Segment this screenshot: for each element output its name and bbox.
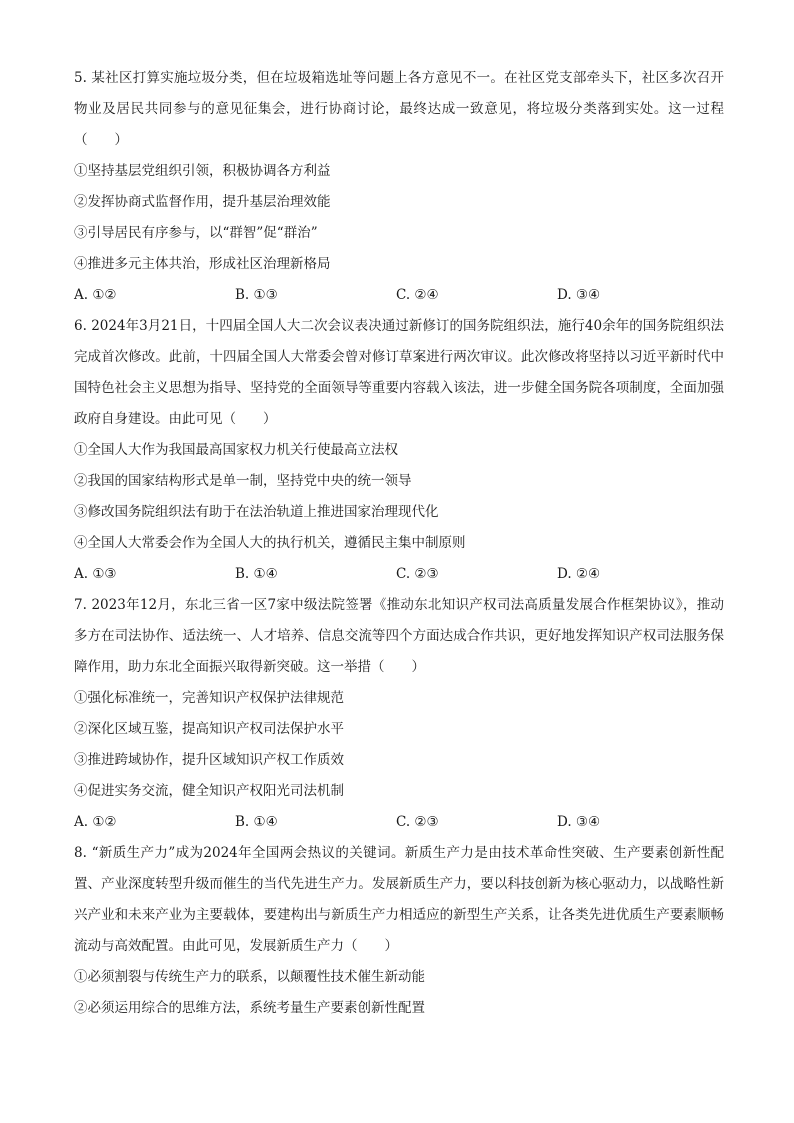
statement-option: ③推进跨域协作，提升区域知识产权工作质效 (74, 752, 344, 768)
statement-option: ②必须运用综合的思维方法，系统考量生产要素创新性配置 (74, 1000, 425, 1016)
question-stem: 6. 2024年3月21日，十四届全国人大二次会议表决通过新修订的国务院组织法，施行40余年的国务院组织法完成首次修改。此前，十四届全国人大常委会曾对修订草案进行两次审议。此次修改将坚持以习近平新时代中国特色社会主义思想为指导、坚持党的全面领导等重要内容载入该法，进一步健全国务院各项制度，全面加强政府自身建设。由此可见（ ） (74, 318, 724, 427)
statement-option: ④促进实务交流，健全知识产权阳光司法机制 (74, 783, 344, 799)
answer-choice-c[interactable]: C. ②③ (396, 566, 439, 582)
answer-choices (74, 807, 724, 838)
answer-choice-d[interactable]: D. ③④ (557, 814, 601, 830)
statement-option: ②我国的国家结构形式是单一制，坚持党中央的统一领导 (74, 473, 412, 489)
answer-choice-d[interactable]: D. ③④ (557, 287, 601, 303)
question-stem: 5. 某社区打算实施垃圾分类，但在垃圾箱选址等问题上各方意见不一。在社区党支部牵头下，社区多次召开物业及居民共同参与的意见征集会，进行协商讨论，最终达成一致意见，将垃圾分类落到实处。这一过程（ ） (74, 70, 724, 148)
answer-choice-c[interactable]: C. ②③ (396, 814, 439, 830)
statement-option: ④推进多元主体共治，形成社区治理新格局 (74, 256, 331, 272)
statement-option: ①必须割裂与传统生产力的联系，以颠覆性技术催生新动能 (74, 969, 425, 985)
answer-choices (74, 559, 724, 590)
statement-option: ②深化区域互鉴，提高知识产权司法保护水平 (74, 721, 344, 737)
statement-option: ②发挥协商式监督作用，提升基层治理效能 (74, 194, 331, 210)
statement-option: ①坚持基层党组织引领，积极协调各方利益 (74, 163, 331, 179)
answer-choice-b[interactable]: B. ①④ (235, 566, 278, 582)
answer-choice-a[interactable]: A. ①② (74, 814, 117, 830)
statement-option: ④全国人大常委会作为全国人大的执行机关，遵循民主集中制原则 (74, 535, 466, 551)
answer-choice-d[interactable]: D. ②④ (557, 566, 601, 582)
statement-option: ③引导居民有序参与，以“群智”促“群治” (74, 225, 318, 241)
answer-choice-c[interactable]: C. ②④ (396, 287, 439, 303)
question-8 (74, 838, 724, 1024)
question-6 (74, 311, 724, 590)
statement-option: ①强化标准统一，完善知识产权保护法律规范 (74, 690, 344, 706)
answer-choice-b[interactable]: B. ①③ (235, 287, 278, 303)
question-5 (74, 63, 724, 311)
statement-option: ③修改国务院组织法有助于在法治轨道上推进国家治理现代化 (74, 504, 439, 520)
answer-choice-a[interactable]: A. ①③ (74, 566, 117, 582)
question-stem: 7. 2023年12月，东北三省一区7家中级法院签署《推动东北知识产权司法高质量发展合作框架协议》，推动多方在司法协作、适法统一、人才培养、信息交流等四个方面达成合作共识，更好地发挥知识产权司法服务保障作用，助力东北全面振兴取得新突破。这一举措（ ） (74, 597, 724, 675)
question-7 (74, 590, 724, 838)
question-list (74, 63, 724, 1024)
answer-choice-a[interactable]: A. ①② (74, 287, 117, 303)
question-stem: 8. “新质生产力”成为2024年全国两会热议的关键词。新质生产力是由技术革命性突破、生产要素创新性配置、产业深度转型升级而催生的当代先进生产力。发展新质生产力，要以科技创新为核心驱动力，以战略性新兴产业和未来产业为主要载体，要建构出与新质生产力相适应的新型生产关系，让各类先进优质生产要素顺畅流动与高效配置。由此可见，发展新质生产力（ ） (74, 845, 724, 954)
statement-option: ①全国人大作为我国最高国家权力机关行使最高立法权 (74, 442, 398, 458)
answer-choices (74, 280, 724, 311)
answer-choice-b[interactable]: B. ①④ (235, 814, 278, 830)
